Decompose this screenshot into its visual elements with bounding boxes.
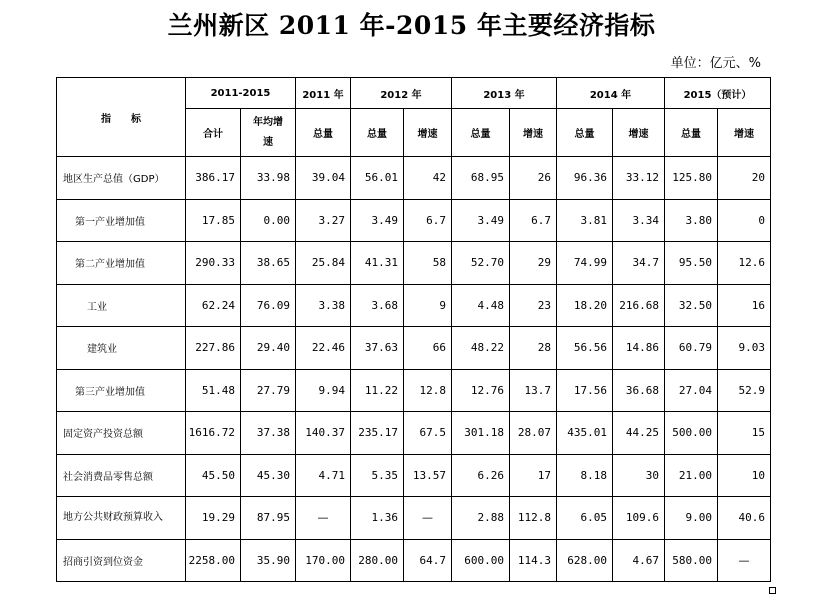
table-cell: 96.36 bbox=[557, 157, 613, 200]
table-cell: 0.00 bbox=[241, 199, 296, 242]
table-cell: 48.22 bbox=[452, 327, 510, 370]
table-row bbox=[57, 157, 771, 200]
table-cell: 36.68 bbox=[613, 369, 665, 412]
header-2015: 2015（预计） bbox=[665, 78, 771, 109]
table-cell: 66 bbox=[404, 327, 452, 370]
table-cell: 9.00 bbox=[665, 497, 718, 540]
table-cell: 22.46 bbox=[296, 327, 351, 370]
table-row bbox=[57, 412, 771, 455]
table-cell: 52.70 bbox=[452, 242, 510, 285]
table-cell: 628.00 bbox=[557, 539, 613, 582]
header-avg-growth: 年均增速 bbox=[241, 109, 296, 157]
header-amount-2012: 总量 bbox=[351, 109, 404, 157]
table-cell: 3.68 bbox=[351, 284, 404, 327]
table-cell: 33.98 bbox=[241, 157, 296, 200]
table-cell: 17.56 bbox=[557, 369, 613, 412]
table-body bbox=[57, 157, 771, 582]
table-cell: 13.7 bbox=[510, 369, 557, 412]
table-cell: 3.49 bbox=[452, 199, 510, 242]
table-cell: 3.27 bbox=[296, 199, 351, 242]
table-cell: 12.76 bbox=[452, 369, 510, 412]
table-cell: 140.37 bbox=[296, 412, 351, 455]
header-2011-2015: 2011-2015 bbox=[186, 78, 296, 109]
row-label: 社会消费品零售总额 bbox=[57, 454, 186, 497]
table-cell: 2258.00 bbox=[186, 539, 241, 582]
table-cell: 5.35 bbox=[351, 454, 404, 497]
table-cell: 20 bbox=[718, 157, 771, 200]
table-row bbox=[57, 284, 771, 327]
header-amount-2013: 总量 bbox=[452, 109, 510, 157]
table-cell: 12.8 bbox=[404, 369, 452, 412]
table-cell: 29.40 bbox=[241, 327, 296, 370]
table-cell: 0 bbox=[718, 199, 771, 242]
table-cell: — bbox=[404, 497, 452, 540]
table-cell: 38.65 bbox=[241, 242, 296, 285]
table-cell: 1.36 bbox=[351, 497, 404, 540]
header-2011: 2011 年 bbox=[296, 78, 351, 109]
table-cell: 76.09 bbox=[241, 284, 296, 327]
header-row-years bbox=[57, 78, 771, 109]
table-cell: 23 bbox=[510, 284, 557, 327]
table-resize-handle[interactable] bbox=[769, 587, 776, 594]
table-cell: 39.04 bbox=[296, 157, 351, 200]
table-cell: 26 bbox=[510, 157, 557, 200]
table-cell: 15 bbox=[718, 412, 771, 455]
table-cell: 280.00 bbox=[351, 539, 404, 582]
header-growth-2012: 增速 bbox=[404, 109, 452, 157]
table-cell: 45.50 bbox=[186, 454, 241, 497]
table-cell: 10 bbox=[718, 454, 771, 497]
table-cell: 41.31 bbox=[351, 242, 404, 285]
table-cell: 27.79 bbox=[241, 369, 296, 412]
table-cell: 33.12 bbox=[613, 157, 665, 200]
table-cell: 235.17 bbox=[351, 412, 404, 455]
table-cell: 2.88 bbox=[452, 497, 510, 540]
row-label: 招商引资到位资金 bbox=[57, 539, 186, 582]
table-cell: 3.80 bbox=[665, 199, 718, 242]
row-label: 地方公共财政预算收入 bbox=[57, 497, 186, 540]
table-cell: 56.56 bbox=[557, 327, 613, 370]
table-cell: 30 bbox=[613, 454, 665, 497]
table-cell: 9.94 bbox=[296, 369, 351, 412]
table-cell: 17.85 bbox=[186, 199, 241, 242]
table-cell: 6.05 bbox=[557, 497, 613, 540]
table-cell: 109.6 bbox=[613, 497, 665, 540]
table-cell: 37.38 bbox=[241, 412, 296, 455]
table-cell: 32.50 bbox=[665, 284, 718, 327]
table-cell: 35.90 bbox=[241, 539, 296, 582]
table-row bbox=[57, 497, 771, 540]
table-row bbox=[57, 199, 771, 242]
table-cell: 58 bbox=[404, 242, 452, 285]
table-cell: 11.22 bbox=[351, 369, 404, 412]
header-amount-2014: 总量 bbox=[557, 109, 613, 157]
table-row bbox=[57, 242, 771, 285]
table-cell: 580.00 bbox=[665, 539, 718, 582]
table-cell: 227.86 bbox=[186, 327, 241, 370]
table-cell: 42 bbox=[404, 157, 452, 200]
table-cell: 25.84 bbox=[296, 242, 351, 285]
table-cell: 500.00 bbox=[665, 412, 718, 455]
table-cell: 34.7 bbox=[613, 242, 665, 285]
header-growth-2013: 增速 bbox=[510, 109, 557, 157]
table-cell: 18.20 bbox=[557, 284, 613, 327]
table-cell: 290.33 bbox=[186, 242, 241, 285]
table-cell: 112.8 bbox=[510, 497, 557, 540]
table-cell: 16 bbox=[718, 284, 771, 327]
table-cell: 40.6 bbox=[718, 497, 771, 540]
table-cell: 8.18 bbox=[557, 454, 613, 497]
table-cell: 216.68 bbox=[613, 284, 665, 327]
table-cell: 28.07 bbox=[510, 412, 557, 455]
table-cell: 170.00 bbox=[296, 539, 351, 582]
table-cell: 17 bbox=[510, 454, 557, 497]
table-cell: 600.00 bbox=[452, 539, 510, 582]
header-growth-2014: 增速 bbox=[613, 109, 665, 157]
table-cell: 9.03 bbox=[718, 327, 771, 370]
table-cell: 95.50 bbox=[665, 242, 718, 285]
header-2013: 2013 年 bbox=[452, 78, 557, 109]
table-cell: 6.7 bbox=[404, 199, 452, 242]
row-label: 第三产业增加值 bbox=[57, 369, 186, 412]
table-cell: 87.95 bbox=[241, 497, 296, 540]
table-cell: 4.48 bbox=[452, 284, 510, 327]
table-cell: 3.34 bbox=[613, 199, 665, 242]
table-cell: 56.01 bbox=[351, 157, 404, 200]
header-2012: 2012 年 bbox=[351, 78, 452, 109]
table-cell: 114.3 bbox=[510, 539, 557, 582]
table-cell: 51.48 bbox=[186, 369, 241, 412]
table-cell: 13.57 bbox=[404, 454, 452, 497]
table-cell: 435.01 bbox=[557, 412, 613, 455]
row-label: 第一产业增加值 bbox=[57, 199, 186, 242]
header-total: 合计 bbox=[186, 109, 241, 157]
table-cell: 44.25 bbox=[613, 412, 665, 455]
table-cell: 3.38 bbox=[296, 284, 351, 327]
table-cell: 45.30 bbox=[241, 454, 296, 497]
header-amount-2011: 总量 bbox=[296, 109, 351, 157]
table-cell: 1616.72 bbox=[186, 412, 241, 455]
page-title: 兰州新区 2011 年-2015 年主要经济指标 bbox=[167, 11, 656, 40]
table-row bbox=[57, 369, 771, 412]
table-cell: 125.80 bbox=[665, 157, 718, 200]
table-row bbox=[57, 539, 771, 582]
table-row bbox=[57, 327, 771, 370]
row-label: 工业 bbox=[57, 284, 186, 327]
table-cell: 74.99 bbox=[557, 242, 613, 285]
table-cell: — bbox=[718, 539, 771, 582]
table-cell: 4.67 bbox=[613, 539, 665, 582]
header-growth-2015: 增速 bbox=[718, 109, 771, 157]
unit-label: 单位：亿元、% bbox=[670, 56, 761, 71]
header-indicator: 指 标 bbox=[57, 78, 186, 157]
table-cell: 28 bbox=[510, 327, 557, 370]
table-cell: 37.63 bbox=[351, 327, 404, 370]
row-label: 建筑业 bbox=[57, 327, 186, 370]
header-2014: 2014 年 bbox=[557, 78, 665, 109]
row-label: 地区生产总值（GDP） bbox=[57, 157, 186, 200]
table-cell: 4.71 bbox=[296, 454, 351, 497]
table-cell: — bbox=[296, 497, 351, 540]
table-row bbox=[57, 454, 771, 497]
header-amount-2015: 总量 bbox=[665, 109, 718, 157]
table-cell: 6.7 bbox=[510, 199, 557, 242]
table-cell: 301.18 bbox=[452, 412, 510, 455]
table-cell: 386.17 bbox=[186, 157, 241, 200]
table-cell: 68.95 bbox=[452, 157, 510, 200]
table-cell: 3.49 bbox=[351, 199, 404, 242]
economic-indicators-table bbox=[56, 77, 771, 582]
table-cell: 60.79 bbox=[665, 327, 718, 370]
table-cell: 19.29 bbox=[186, 497, 241, 540]
table-cell: 64.7 bbox=[404, 539, 452, 582]
table-cell: 12.6 bbox=[718, 242, 771, 285]
table-cell: 52.9 bbox=[718, 369, 771, 412]
table-cell: 6.26 bbox=[452, 454, 510, 497]
row-label: 第二产业增加值 bbox=[57, 242, 186, 285]
table-cell: 21.00 bbox=[665, 454, 718, 497]
table-cell: 9 bbox=[404, 284, 452, 327]
table-cell: 29 bbox=[510, 242, 557, 285]
table-cell: 62.24 bbox=[186, 284, 241, 327]
table-cell: 67.5 bbox=[404, 412, 452, 455]
table-cell: 14.86 bbox=[613, 327, 665, 370]
table-cell: 27.04 bbox=[665, 369, 718, 412]
row-label: 固定资产投资总额 bbox=[57, 412, 186, 455]
table-cell: 3.81 bbox=[557, 199, 613, 242]
